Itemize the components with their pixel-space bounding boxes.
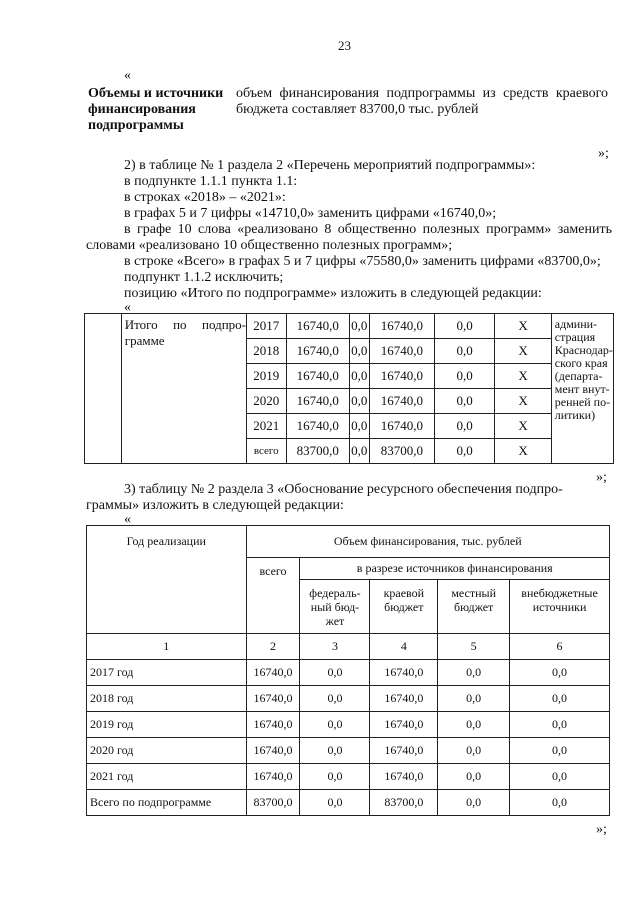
table-row bbox=[85, 314, 614, 339]
amendment-line: в графах 5 и 7 цифры «14710,0» заменить цифрами «16740,0»; bbox=[124, 206, 497, 221]
table-cell: 83700,0 bbox=[286, 439, 349, 464]
itogo-label-cell bbox=[121, 314, 246, 464]
table-cell: X bbox=[495, 314, 551, 339]
amendment-line: позицию «Итого по подпрограмме» изложить в следующей редакции: bbox=[124, 286, 542, 301]
table-cell: 0,0 bbox=[438, 790, 510, 816]
header-line: источники bbox=[532, 600, 587, 614]
table-cell: 0,0 bbox=[300, 660, 370, 686]
closing-mark: »; bbox=[598, 146, 609, 161]
table-cell: 0,0 bbox=[434, 389, 494, 414]
amendment-line: 2) в таблице № 1 раздела 2 «Перечень мероприятий подпрограммы»: bbox=[124, 158, 536, 173]
resource-table bbox=[86, 525, 610, 816]
table-cell: 0,0 bbox=[510, 686, 610, 712]
table-cell: 16740,0 bbox=[369, 339, 434, 364]
table-cell: X bbox=[495, 339, 551, 364]
table-cell: 2021 bbox=[247, 414, 287, 439]
header-line: местный bbox=[451, 586, 497, 600]
table-cell: 2018 bbox=[247, 339, 287, 364]
amendment-line: подпункт 1.1.2 исключить; bbox=[124, 270, 284, 285]
table-cell: 16740,0 bbox=[369, 414, 434, 439]
table-cell: 16740,0 bbox=[370, 738, 438, 764]
executor-line: (департа- bbox=[554, 369, 603, 383]
table-cell: 16740,0 bbox=[370, 764, 438, 790]
table-cell: 16740,0 bbox=[246, 712, 300, 738]
column-number: 3 bbox=[300, 634, 370, 660]
table-cell: 0,0 bbox=[510, 738, 610, 764]
table-cell: 16740,0 bbox=[246, 764, 300, 790]
itogo-table bbox=[84, 313, 614, 464]
amendment-line: в графе 10 слова «реализовано 8 общественно полезных программ» заменить bbox=[124, 222, 612, 237]
executor-line: ского края bbox=[554, 356, 608, 370]
table-cell: X bbox=[495, 389, 551, 414]
table-cell: 0,0 bbox=[300, 712, 370, 738]
table-cell: 16740,0 bbox=[286, 339, 349, 364]
table-cell: 16740,0 bbox=[369, 364, 434, 389]
table-cell: 0,0 bbox=[349, 314, 369, 339]
table-cell: 0,0 bbox=[438, 660, 510, 686]
passport-text-line: объем финансирования подпрограммы из средств краевого bbox=[236, 86, 608, 101]
table-row bbox=[87, 686, 610, 712]
amendments-text bbox=[86, 158, 612, 302]
passport-text bbox=[236, 86, 608, 118]
table-cell: 0,0 bbox=[434, 439, 494, 464]
table-cell: 16740,0 bbox=[369, 314, 434, 339]
executor-line: админи- bbox=[554, 317, 598, 331]
table-cell: 2020 год bbox=[87, 738, 247, 764]
header-line: бюджет bbox=[454, 600, 494, 614]
table-cell: 0,0 bbox=[510, 764, 610, 790]
executor-cell bbox=[551, 314, 613, 464]
table-cell: 2019 bbox=[247, 364, 287, 389]
table-cell: 0,0 bbox=[300, 686, 370, 712]
table-cell: 0,0 bbox=[510, 790, 610, 816]
header-year: Год реализации bbox=[87, 526, 247, 634]
table-cell: 0,0 bbox=[300, 738, 370, 764]
column-number: 6 bbox=[510, 634, 610, 660]
itogo-label-line: грамме bbox=[124, 333, 165, 348]
executor-line: литики) bbox=[554, 408, 596, 422]
table-cell: Всего по подпрограмме bbox=[87, 790, 247, 816]
table-cell: 83700,0 bbox=[370, 790, 438, 816]
header-loc bbox=[438, 580, 510, 634]
executor-line: ренней по- bbox=[554, 395, 611, 409]
table-row bbox=[87, 764, 610, 790]
table-cell: 0,0 bbox=[510, 660, 610, 686]
header-line: жет bbox=[325, 613, 345, 628]
table-header-row bbox=[87, 526, 610, 558]
table-cell: 0,0 bbox=[438, 738, 510, 764]
passport-label-line: финансирования bbox=[88, 102, 196, 117]
header-line: федераль- bbox=[309, 585, 361, 600]
header-line: краевой bbox=[383, 586, 425, 600]
opening-quote: « bbox=[124, 68, 131, 83]
amendment-line: в строках «2018» – «2021»: bbox=[124, 190, 286, 205]
table-cell: 2018 год bbox=[87, 686, 247, 712]
header-total: всего bbox=[246, 558, 300, 634]
column-number: 5 bbox=[438, 634, 510, 660]
amendment-line: в строке «Всего» в графах 5 и 7 цифры «75580,0» заменить цифрами «83700,0»; bbox=[124, 254, 601, 269]
amendment-line: в подпункте 1.1.1 пункта 1.1: bbox=[124, 174, 298, 189]
header-line: ный бюд- bbox=[310, 599, 360, 614]
header-fed bbox=[300, 580, 370, 634]
table-cell: 0,0 bbox=[438, 712, 510, 738]
table-cell: 0,0 bbox=[300, 764, 370, 790]
column-number: 4 bbox=[370, 634, 438, 660]
table-cell: 0,0 bbox=[349, 339, 369, 364]
table-cell: 0,0 bbox=[349, 389, 369, 414]
passport-label bbox=[88, 86, 223, 134]
table-cell: 0,0 bbox=[300, 790, 370, 816]
itogo-label-line: Итого по подпро- bbox=[124, 317, 246, 332]
table-cell: 2020 bbox=[247, 389, 287, 414]
table-cell: 0,0 bbox=[349, 364, 369, 389]
table-cell: 16740,0 bbox=[246, 686, 300, 712]
table-cell: 16740,0 bbox=[286, 389, 349, 414]
passport-label-line: Объемы и источники bbox=[88, 86, 224, 101]
table-cell: 2021 год bbox=[87, 764, 247, 790]
table-cell bbox=[85, 314, 122, 464]
column-number: 2 bbox=[246, 634, 300, 660]
table-row bbox=[87, 738, 610, 764]
table-cell: 16740,0 bbox=[286, 314, 349, 339]
table-cell: 0,0 bbox=[434, 364, 494, 389]
table-cell: X bbox=[495, 364, 551, 389]
table-cell: 2019 год bbox=[87, 712, 247, 738]
column-number: 1 bbox=[87, 634, 247, 660]
closing-mark: »; bbox=[596, 822, 607, 837]
table-cell: X bbox=[495, 439, 551, 464]
header-sources: в разрезе источников финансирования bbox=[300, 558, 610, 580]
table-cell: 16740,0 bbox=[370, 712, 438, 738]
header-reg bbox=[370, 580, 438, 634]
table-row bbox=[87, 712, 610, 738]
executor-line: страция bbox=[554, 330, 596, 344]
amendment-line: словами «реализовано 10 общественно полезных программ»; bbox=[86, 238, 453, 253]
table-cell: 0,0 bbox=[349, 439, 369, 464]
table-cell: 0,0 bbox=[434, 314, 494, 339]
column-number-row bbox=[87, 634, 610, 660]
intro-line: 3) таблицу № 2 раздела 3 «Обоснование ресурсного обеспечения подпро- bbox=[124, 482, 563, 497]
passport-text-line: бюджета составляет 83700,0 тыс. рублей bbox=[236, 102, 479, 117]
table-cell: 16740,0 bbox=[286, 414, 349, 439]
table-cell: 16740,0 bbox=[370, 686, 438, 712]
closing-mark: »; bbox=[596, 470, 607, 485]
header-ext bbox=[510, 580, 610, 634]
table-cell: 83700,0 bbox=[246, 790, 300, 816]
header-line: внебюджетные bbox=[521, 586, 598, 600]
executor-line: Краснодар- bbox=[554, 343, 613, 357]
executor-line: мент внут- bbox=[554, 382, 610, 396]
page-number: 23 bbox=[338, 38, 351, 53]
table-cell: 16740,0 bbox=[370, 660, 438, 686]
table-cell: 2017 год bbox=[87, 660, 247, 686]
table-cell: X bbox=[495, 414, 551, 439]
table-cell: 16740,0 bbox=[246, 660, 300, 686]
table-cell: 16740,0 bbox=[246, 738, 300, 764]
table-cell: 0,0 bbox=[434, 339, 494, 364]
table-cell: 16740,0 bbox=[369, 389, 434, 414]
section3-intro bbox=[86, 482, 612, 514]
table-cell: 0,0 bbox=[510, 712, 610, 738]
table-row bbox=[87, 790, 610, 816]
table-cell: 2017 bbox=[247, 314, 287, 339]
intro-line: граммы» изложить в следующей редакции: bbox=[86, 498, 344, 513]
table-cell: 16740,0 bbox=[286, 364, 349, 389]
table-cell: всего bbox=[247, 439, 287, 464]
passport-label-line: подпрограммы bbox=[88, 118, 184, 133]
opening-quote: « bbox=[124, 300, 131, 315]
opening-quote: « bbox=[124, 512, 131, 527]
table-cell: 0,0 bbox=[349, 414, 369, 439]
table-cell: 0,0 bbox=[438, 686, 510, 712]
header-line: бюджет bbox=[384, 600, 424, 614]
header-volume: Объем финансирования, тыс. рублей bbox=[246, 526, 609, 558]
table-cell: 0,0 bbox=[434, 414, 494, 439]
table-row bbox=[87, 660, 610, 686]
table-cell: 83700,0 bbox=[369, 439, 434, 464]
table-cell: 0,0 bbox=[438, 764, 510, 790]
